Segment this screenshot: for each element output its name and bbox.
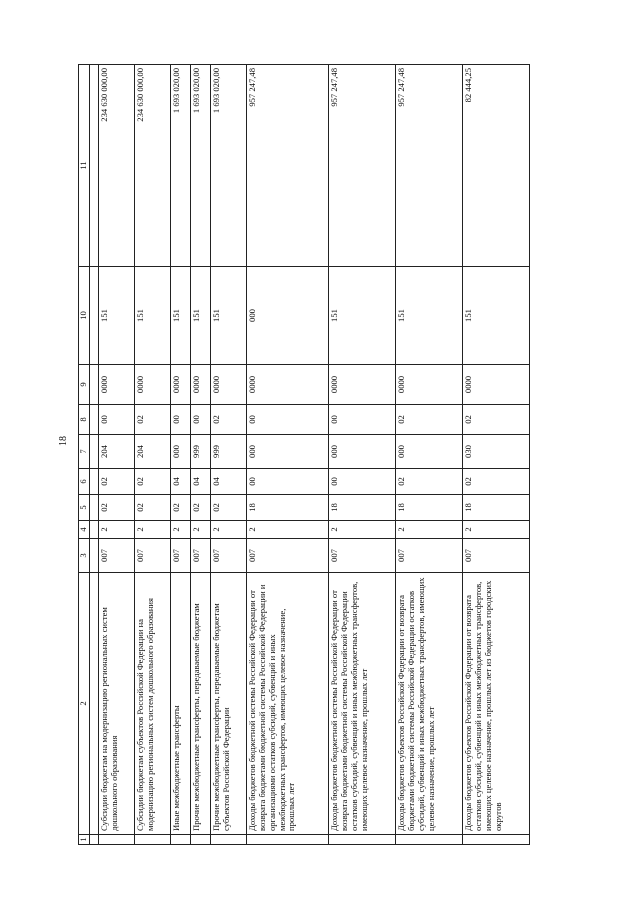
row-code-col8: 00 <box>170 405 190 435</box>
row-code-col8: 02 <box>134 405 170 435</box>
row-code-col4: 2 <box>246 521 328 539</box>
row-amount: 1 693 020,00 <box>211 65 247 267</box>
spacer-cell <box>90 573 99 835</box>
rotated-table-container <box>78 65 530 845</box>
row-cell-col1 <box>211 835 247 845</box>
page-number: 18 <box>58 436 69 446</box>
col-header-4: 4 <box>79 521 90 539</box>
spacer-cell <box>90 365 99 405</box>
row-code-col4: 2 <box>99 521 135 539</box>
row-code-col10: 151 <box>190 267 210 365</box>
row-code-col7: 030 <box>463 435 530 469</box>
row-code-col8: 00 <box>329 405 396 435</box>
table-row <box>190 65 210 845</box>
spacer-cell <box>90 65 99 267</box>
row-cell-col1 <box>396 835 463 845</box>
row-description: Субсидии бюджетам субъектов Российской Федерации на модернизацию региональных систем дошкольного образования <box>134 573 170 835</box>
row-code-col4: 2 <box>329 521 396 539</box>
row-code-col9: 0000 <box>329 365 396 405</box>
row-description: Субсидии бюджетам на модернизацию региональных систем дошкольного образования <box>99 573 135 835</box>
row-code-col8: 00 <box>99 405 135 435</box>
row-code-col3: 007 <box>463 539 530 573</box>
row-cell-col1 <box>190 835 210 845</box>
col-header-7: 7 <box>79 435 90 469</box>
col-header-10: 10 <box>79 267 90 365</box>
row-code-col8: 02 <box>396 405 463 435</box>
row-code-col9: 0000 <box>170 365 190 405</box>
row-code-col6: 02 <box>463 469 530 495</box>
row-code-col7: 000 <box>246 435 328 469</box>
row-code-col7: 000 <box>170 435 190 469</box>
row-code-col4: 2 <box>190 521 210 539</box>
row-code-col3: 007 <box>134 539 170 573</box>
spacer-cell <box>90 267 99 365</box>
row-description: Прочие межбюджетные трансферты, передаваемые бюджетам субъектов Российской Федерации <box>211 573 247 835</box>
col-header-9: 9 <box>79 365 90 405</box>
row-cell-col1 <box>463 835 530 845</box>
row-code-col7: 204 <box>99 435 135 469</box>
spacer-cell <box>90 405 99 435</box>
row-code-col10: 151 <box>463 267 530 365</box>
row-code-col9: 0000 <box>463 365 530 405</box>
spacer-row <box>90 65 99 845</box>
row-code-col8: 00 <box>190 405 210 435</box>
row-description: Доходы бюджетов бюджетной системы Российской Федерации от возврата бюджетами бюджетной системы Российской Федерации остатков субсидий, субвенций и иных межбюджетных трансфертов, имеющих целевое назначение, прошлых лет <box>329 573 396 835</box>
row-amount: 1 693 020,00 <box>190 65 210 267</box>
row-code-col6: 00 <box>329 469 396 495</box>
row-code-col9: 0000 <box>134 365 170 405</box>
col-header-11: 11 <box>79 65 90 267</box>
row-code-col10: 000 <box>246 267 328 365</box>
row-code-col7: 000 <box>396 435 463 469</box>
row-description: Доходы бюджетов субъектов Российской Федерации от возврата бюджетами бюджетной системы Российской Федерации остатков субсидий, субвенций и иных межбюджетных трансфертов, имеющих целевое назначение, прошлых лет <box>396 573 463 835</box>
row-code-col3: 007 <box>99 539 135 573</box>
table-row <box>170 65 190 845</box>
row-code-col6: 02 <box>134 469 170 495</box>
row-code-col3: 007 <box>246 539 328 573</box>
row-code-col5: 02 <box>99 495 135 521</box>
row-cell-col1 <box>170 835 190 845</box>
table-row <box>134 65 170 845</box>
table-row <box>463 65 530 845</box>
row-code-col5: 18 <box>329 495 396 521</box>
row-description: Доходы бюджетов бюджетной системы Российской Федерации от возврата бюджетами бюджетной системы Российской Федерации и организациями остатков субсидий, субвенций и иных межбюджетных трансфертов, имеющих целевое назначение, прошлых лет <box>246 573 328 835</box>
row-code-col5: 18 <box>246 495 328 521</box>
row-code-col4: 2 <box>134 521 170 539</box>
row-code-col5: 02 <box>170 495 190 521</box>
spacer-cell <box>90 435 99 469</box>
col-header-2: 2 <box>79 573 90 835</box>
row-amount: 234 630 000,00 <box>134 65 170 267</box>
table-row <box>329 65 396 845</box>
row-code-col3: 007 <box>190 539 210 573</box>
row-code-col10: 151 <box>99 267 135 365</box>
row-code-col3: 007 <box>329 539 396 573</box>
row-code-col5: 18 <box>396 495 463 521</box>
row-code-col8: 02 <box>211 405 247 435</box>
spacer-cell <box>90 495 99 521</box>
budget-revenue-table <box>78 64 530 845</box>
row-code-col4: 2 <box>211 521 247 539</box>
table-row <box>246 65 328 845</box>
col-header-5: 5 <box>79 495 90 521</box>
row-code-col3: 007 <box>396 539 463 573</box>
row-code-col9: 0000 <box>211 365 247 405</box>
row-code-col6: 02 <box>99 469 135 495</box>
row-description: Иные межбюджетные трансферты <box>170 573 190 835</box>
row-amount: 957 247,48 <box>396 65 463 267</box>
row-code-col6: 04 <box>211 469 247 495</box>
row-code-col6: 02 <box>396 469 463 495</box>
row-code-col10: 151 <box>211 267 247 365</box>
spacer-cell <box>90 469 99 495</box>
row-amount: 234 630 000,00 <box>99 65 135 267</box>
table-body <box>90 65 530 845</box>
col-header-1: 1 <box>79 835 90 845</box>
table-row <box>211 65 247 845</box>
row-cell-col1 <box>134 835 170 845</box>
row-code-col7: 204 <box>134 435 170 469</box>
row-cell-col1 <box>246 835 328 845</box>
row-code-col10: 151 <box>329 267 396 365</box>
row-cell-col1 <box>329 835 396 845</box>
col-header-3: 3 <box>79 539 90 573</box>
row-code-col9: 0000 <box>99 365 135 405</box>
row-code-col9: 0000 <box>190 365 210 405</box>
row-amount: 82 444,25 <box>463 65 530 267</box>
row-amount: 957 247,48 <box>246 65 328 267</box>
row-code-col9: 0000 <box>396 365 463 405</box>
row-code-col10: 151 <box>396 267 463 365</box>
row-code-col4: 2 <box>396 521 463 539</box>
row-code-col5: 02 <box>211 495 247 521</box>
row-amount: 957 247,48 <box>329 65 396 267</box>
spacer-cell <box>90 835 99 845</box>
row-code-col4: 2 <box>170 521 190 539</box>
row-code-col6: 04 <box>190 469 210 495</box>
row-code-col10: 151 <box>170 267 190 365</box>
row-code-col7: 999 <box>190 435 210 469</box>
table-row <box>99 65 135 845</box>
col-header-8: 8 <box>79 405 90 435</box>
col-header-6: 6 <box>79 469 90 495</box>
row-code-col7: 999 <box>211 435 247 469</box>
row-code-col5: 18 <box>463 495 530 521</box>
row-description: Прочие межбюджетные трансферты, передаваемые бюджетам <box>190 573 210 835</box>
row-code-col6: 04 <box>170 469 190 495</box>
column-number-row <box>79 65 90 845</box>
spacer-cell <box>90 539 99 573</box>
row-amount: 1 693 020,00 <box>170 65 190 267</box>
row-code-col6: 00 <box>246 469 328 495</box>
row-code-col10: 151 <box>134 267 170 365</box>
row-code-col5: 02 <box>134 495 170 521</box>
row-code-col8: 02 <box>463 405 530 435</box>
row-code-col7: 000 <box>329 435 396 469</box>
row-code-col4: 2 <box>463 521 530 539</box>
row-code-col3: 007 <box>170 539 190 573</box>
row-code-col9: 0000 <box>246 365 328 405</box>
row-cell-col1 <box>99 835 135 845</box>
spacer-cell <box>90 521 99 539</box>
row-code-col3: 007 <box>211 539 247 573</box>
table-row <box>396 65 463 845</box>
row-code-col5: 02 <box>190 495 210 521</box>
row-description: Доходы бюджетов субъектов Российской Федерации от возврата остатков субсидий, субвенций и иных межбюджетных трансфертов, имеющих целевое назначение, прошлых лет из бюджетов городских округов <box>463 573 530 835</box>
row-code-col8: 00 <box>246 405 328 435</box>
